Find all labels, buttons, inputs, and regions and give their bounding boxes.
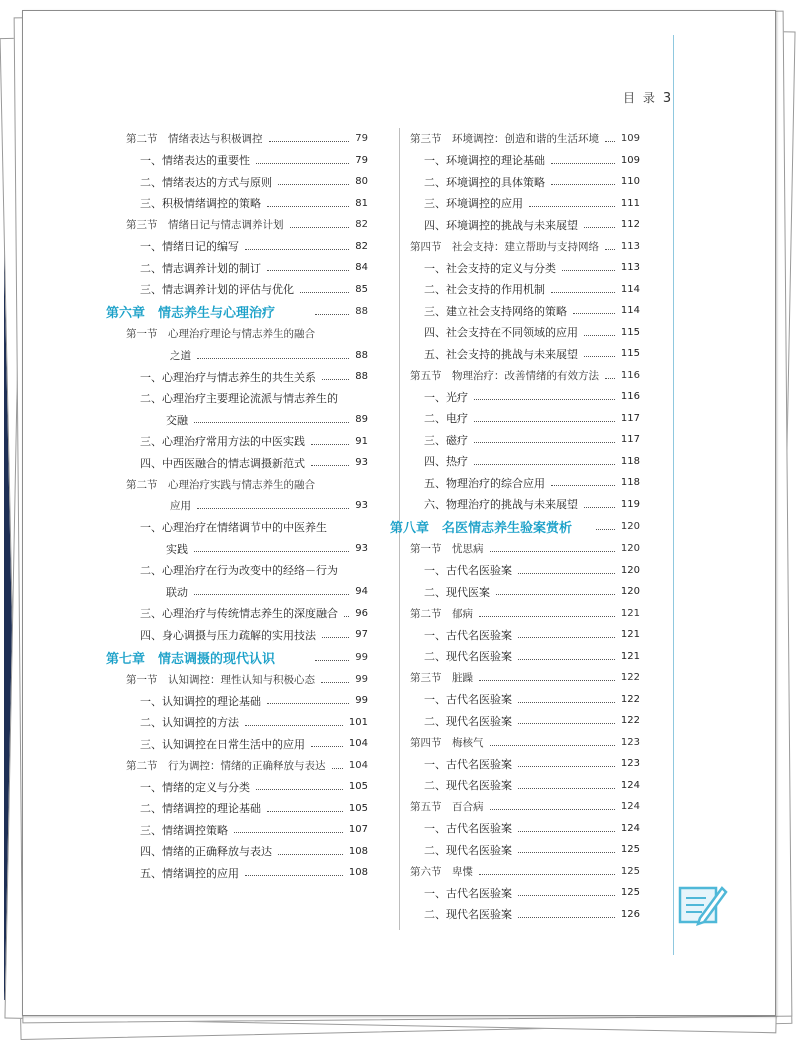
dot-leader (269, 141, 350, 142)
toc-subsection-entry (390, 624, 640, 646)
toc-entry-title: 三、情志调养计划的评估与优化 (140, 283, 294, 297)
toc-subsection-entry (390, 150, 640, 172)
toc-entry-title: 二、心理治疗主要理论流派与情志养生的 (140, 392, 338, 406)
toc-entry-title: 六、物理治疗的挑战与未来展望 (424, 498, 578, 512)
toc-entry-title: 一、古代名医验案 (424, 628, 512, 642)
toc-entry-title: 之道 (170, 349, 191, 362)
toc-page-number: 125 (620, 865, 640, 877)
dot-leader (518, 766, 615, 767)
toc-page-number: 120 (620, 543, 640, 555)
toc-section-entry (106, 669, 368, 691)
toc-page-number: 115 (620, 348, 640, 360)
toc-page-number: 79 (355, 133, 368, 145)
toc-entry-continuation (106, 495, 368, 517)
toc-section-entry (106, 474, 368, 496)
toc-subsection-entry (106, 841, 368, 863)
toc-subsection-entry (106, 712, 368, 734)
dot-leader (194, 551, 349, 552)
toc-subsection-entry (106, 431, 368, 453)
toc-subsection-entry (390, 689, 640, 711)
dot-leader (584, 335, 615, 336)
toc-entry-title: 二、环境调控的具体策略 (424, 175, 545, 189)
toc-page-number: 84 (355, 262, 368, 274)
toc-subsection-entry (106, 798, 368, 820)
dot-leader (194, 422, 349, 423)
toc-section-entry (390, 236, 640, 258)
toc-entry-title: 第一节 心理治疗理论与情志养生的融合 (126, 328, 315, 341)
toc-subsection-entry (106, 193, 368, 215)
toc-entry-title: 五、物理治疗的综合应用 (424, 476, 545, 490)
toc-page-number: 115 (620, 326, 640, 338)
toc-subsection-entry (390, 904, 640, 926)
toc-page-number: 88 (355, 306, 368, 317)
toc-page-number: 107 (348, 824, 368, 836)
dot-leader (194, 594, 349, 595)
toc-entry-title: 联动 (166, 585, 188, 599)
toc-entry-title: 二、情绪表达的方式与原则 (140, 175, 272, 189)
toc-page-number: 121 (620, 650, 640, 662)
dot-leader (474, 421, 615, 422)
dot-leader (518, 895, 615, 896)
toc-entry-title: 三、建立社会支持网络的策略 (424, 304, 567, 318)
toc-page-number: 82 (355, 219, 368, 231)
toc-entry-title: 二、情绪调控的理论基础 (140, 802, 261, 816)
toc-subsection-entry (390, 560, 640, 582)
dot-leader (245, 875, 343, 876)
dot-leader (518, 573, 615, 574)
toc-entry-title: 第五节 百合病 (410, 801, 484, 814)
toc-page-number: 120 (620, 586, 640, 598)
toc-entry-title: 二、心理治疗在行为改变中的经络－行为 (140, 564, 338, 578)
toc-subsection-entry (106, 776, 368, 798)
toc-entry-title: 三、心理治疗常用方法的中医实践 (140, 435, 305, 449)
toc-page-number: 108 (348, 867, 368, 879)
toc-subsection-entry (106, 388, 368, 410)
toc-subsection-entry (390, 451, 640, 473)
toc-right-column (390, 128, 640, 925)
toc-entry-title: 第八章 名医情志养生验案赏析 (390, 521, 573, 536)
toc-section-entry (106, 755, 368, 777)
toc-subsection-entry (106, 819, 368, 841)
toc-subsection-entry (390, 429, 640, 451)
toc-page-number: 116 (620, 369, 640, 381)
toc-page-number: 125 (620, 844, 640, 856)
toc-page-number: 104 (348, 738, 368, 750)
toc-entry-title: 第四节 社会支持：建立帮助与支持网络 (410, 240, 599, 253)
dot-leader (300, 292, 349, 293)
toc-page-number: 120 (620, 521, 641, 532)
toc-page-number: 120 (620, 564, 640, 576)
dot-leader (332, 768, 343, 769)
dot-leader (290, 227, 350, 228)
toc-entry-continuation (106, 538, 368, 560)
toc-entry-title: 实践 (166, 542, 188, 556)
toc-page-number: 117 (620, 412, 640, 424)
toc-subsection-entry (390, 775, 640, 797)
toc-page-number: 91 (355, 435, 368, 447)
dot-leader (474, 442, 615, 443)
toc-entry-title: 四、中西医融合的情志调摄新范式 (140, 456, 305, 470)
dot-leader (245, 725, 343, 726)
toc-page-number: 113 (620, 240, 640, 252)
toc-subsection-entry (390, 646, 640, 668)
toc-subsection-entry (390, 300, 640, 322)
toc-section-entry (106, 214, 368, 236)
notepad-pencil-icon (676, 880, 728, 926)
toc-entry-title: 第六章 情志养生与心理治疗 (106, 306, 276, 321)
toc-subsection-entry (390, 386, 640, 408)
toc-section-entry (390, 796, 640, 818)
dot-leader (474, 399, 615, 400)
toc-page-number: 118 (620, 477, 640, 489)
toc-page-number: 123 (620, 758, 640, 770)
dot-leader (278, 184, 349, 185)
toc-section-entry (390, 667, 640, 689)
dot-leader (197, 358, 349, 359)
dot-leader (322, 637, 349, 638)
toc-subsection-entry (390, 343, 640, 365)
toc-entry-title: 一、环境调控的理论基础 (424, 154, 545, 168)
dot-leader (518, 788, 615, 789)
toc-subsection-entry (106, 171, 368, 193)
toc-subsection-entry (106, 624, 368, 646)
toc-entry-title: 二、现代名医验案 (424, 650, 512, 664)
dot-leader (529, 206, 615, 207)
dot-leader (518, 917, 615, 918)
toc-page-number: 124 (620, 779, 640, 791)
toc-entry-title: 一、古代名医验案 (424, 822, 512, 836)
dot-leader (584, 507, 615, 508)
dot-leader (479, 874, 615, 875)
toc-page-number: 119 (620, 498, 640, 510)
toc-page-number: 118 (620, 455, 640, 467)
toc-page-number: 85 (355, 283, 368, 295)
toc-entry-continuation (106, 409, 368, 431)
dot-leader (562, 270, 615, 271)
toc-subsection-entry (390, 472, 640, 494)
toc-chapter-heading (390, 515, 640, 538)
toc-entry-title: 二、现代名医验案 (424, 908, 512, 922)
toc-page-number: 114 (620, 283, 640, 295)
toc-page-number: 93 (355, 543, 368, 555)
toc-entry-title: 一、情绪表达的重要性 (140, 154, 250, 168)
toc-entry-title: 一、古代名医验案 (424, 693, 512, 707)
toc-entry-continuation (106, 345, 368, 367)
toc-page-number: 109 (620, 133, 640, 145)
toc-entry-title: 三、认知调控在日常生活中的应用 (140, 737, 305, 751)
toc-entry-title: 四、环境调控的挑战与未来展望 (424, 218, 578, 232)
toc-page-number: 101 (348, 716, 368, 728)
page-number: 3 (662, 91, 672, 106)
toc-entry-continuation (106, 581, 368, 603)
dot-leader (479, 616, 615, 617)
toc-subsection-entry (390, 753, 640, 775)
dot-leader (311, 444, 349, 445)
toc-entry-title: 四、情绪的正确释放与表达 (140, 845, 272, 859)
toc-subsection-entry (390, 581, 640, 603)
toc-page-number: 93 (355, 457, 368, 469)
dot-leader (551, 485, 615, 486)
toc-entry-title: 一、古代名医验案 (424, 757, 512, 771)
toc-entry-title: 三、环境调控的应用 (424, 197, 523, 211)
toc-entry-title: 三、情绪调控策略 (140, 823, 228, 837)
dot-leader (267, 811, 343, 812)
toc-page-number: 121 (620, 607, 640, 619)
toc-entry-title: 四、身心调摄与压力疏解的实用技法 (140, 628, 316, 642)
toc-section-entry (106, 128, 368, 150)
dot-leader (551, 163, 615, 164)
toc-page-number: 111 (620, 197, 640, 209)
toc-entry-title: 第七章 情志调摄的现代认识 (106, 651, 276, 667)
toc-subsection-entry (106, 603, 368, 625)
dot-leader (605, 249, 615, 250)
toc-subsection-entry (106, 560, 368, 582)
toc-page-number: 117 (620, 434, 640, 446)
toc-entry-title: 第二节 郁病 (410, 607, 473, 620)
toc-subsection-entry (390, 171, 640, 193)
toc-section-entry (390, 861, 640, 883)
dot-leader (322, 379, 349, 380)
toc-entry-title: 二、现代名医验案 (424, 714, 512, 728)
dot-leader (490, 551, 615, 552)
dot-leader (315, 314, 349, 315)
toc-entry-title: 第二节 行为调控：情绪的正确释放与表达 (126, 759, 326, 772)
toc-page-number: 89 (355, 414, 368, 426)
toc-entry-title: 一、认知调控的理论基础 (140, 694, 261, 708)
toc-entry-title: 二、现代名医验案 (424, 779, 512, 793)
dot-leader (344, 616, 349, 617)
dot-leader (490, 809, 615, 810)
toc-entry-title: 一、古代名医验案 (424, 564, 512, 578)
toc-page-number: 109 (620, 154, 640, 166)
toc-subsection-entry (390, 193, 640, 215)
dot-leader (518, 637, 615, 638)
toc-subsection-entry (390, 257, 640, 279)
toc-entry-title: 第二节 心理治疗实践与情志养生的融合 (126, 478, 315, 491)
toc-entry-title: 第二节 情绪表达与积极调控 (126, 133, 263, 146)
dot-leader (256, 163, 349, 164)
toc-section-entry (390, 732, 640, 754)
toc-entry-title: 五、情绪调控的应用 (140, 866, 239, 880)
dot-leader (267, 270, 349, 271)
toc-entry-title: 二、认知调控的方法 (140, 716, 239, 730)
toc-page-number: 82 (355, 240, 368, 252)
toc-page-number: 116 (620, 391, 640, 403)
toc-chapter-heading (106, 646, 368, 669)
dot-leader (605, 141, 615, 142)
toc-entry-title: 第六节 卑惵 (410, 865, 473, 878)
dot-leader (234, 832, 343, 833)
toc-page-number: 125 (620, 887, 640, 899)
toc-page-number: 123 (620, 736, 640, 748)
toc-subsection-entry (106, 366, 368, 388)
dot-leader (518, 723, 615, 724)
toc-chapter-heading (106, 300, 368, 323)
toc-subsection-entry (106, 257, 368, 279)
toc-page-number: 93 (355, 500, 368, 512)
toc-entry-title: 第一节 忧思病 (410, 543, 484, 556)
toc-entry-title: 三、心理治疗与传统情志养生的深度融合 (140, 607, 338, 621)
toc-entry-title: 第五节 物理治疗：改善情绪的有效方法 (410, 369, 599, 382)
toc-page-number: 88 (355, 371, 368, 383)
dot-leader (278, 854, 343, 855)
toc-page-number: 80 (355, 176, 368, 188)
toc-page-number: 124 (620, 822, 640, 834)
toc-subsection-entry (106, 150, 368, 172)
toc-subsection-entry (390, 408, 640, 430)
toc-entry-title: 一、心理治疗在情绪调节中的中医养生 (140, 521, 327, 535)
dot-leader (267, 206, 349, 207)
toc-subsection-entry (390, 839, 640, 861)
toc-entry-title: 三、积极情绪调控的策略 (140, 197, 261, 211)
dot-leader (584, 227, 615, 228)
toc-subsection-entry (106, 452, 368, 474)
toc-entry-title: 一、心理治疗与情志养生的共生关系 (140, 370, 316, 384)
toc-subsection-entry (106, 236, 368, 258)
dot-leader (551, 292, 615, 293)
toc-entry-title: 第三节 环境调控：创造和谐的生活环境 (410, 133, 599, 146)
dot-leader (518, 659, 615, 660)
toc-section-entry (390, 538, 640, 560)
dot-leader (311, 465, 349, 466)
dot-leader (551, 184, 615, 185)
toc-page-number: 99 (355, 651, 368, 663)
toc-page-number: 79 (355, 154, 368, 166)
toc-section-entry (106, 323, 368, 345)
toc-entry-title: 第一节 认知调控：理性认知与积极心态 (126, 673, 315, 686)
toc-entry-title: 一、情绪的定义与分类 (140, 780, 250, 794)
toc-subsection-entry (106, 733, 368, 755)
toc-entry-title: 二、情志调养计划的制订 (140, 261, 261, 275)
dot-leader (605, 378, 615, 379)
toc-page-number: 112 (620, 219, 640, 231)
dot-leader (256, 789, 343, 790)
toc-entry-title: 第四节 梅核气 (410, 736, 484, 749)
dot-leader (518, 702, 615, 703)
toc-entry-title: 四、社会支持在不同领域的应用 (424, 326, 578, 340)
dot-leader (496, 594, 615, 595)
toc-page-number: 88 (355, 349, 368, 361)
toc-entry-title: 应用 (170, 500, 191, 513)
toc-page-number: 99 (355, 673, 368, 685)
toc-page-number: 122 (620, 693, 640, 705)
toc-entry-title: 第三节 脏躁 (410, 672, 473, 685)
toc-page-number: 105 (348, 802, 368, 814)
toc-page-number: 81 (355, 197, 368, 209)
toc-entry-title: 第三节 情绪日记与情志调养计划 (126, 219, 284, 232)
toc-subsection-entry (390, 279, 640, 301)
toc-entry-title: 一、光疗 (424, 390, 468, 404)
toc-section-entry (390, 128, 640, 150)
toc-page-number: 96 (355, 607, 368, 619)
toc-page-number: 114 (620, 305, 640, 317)
toc-left-column (106, 128, 368, 884)
toc-section-entry (390, 603, 640, 625)
toc-subsection-entry (106, 862, 368, 884)
running-header (623, 89, 671, 106)
dot-leader (474, 464, 615, 465)
toc-subsection-entry (390, 710, 640, 732)
toc-subsection-entry (390, 214, 640, 236)
toc-page-number: 104 (348, 759, 368, 771)
toc-subsection-entry (390, 322, 640, 344)
toc-entry-title: 交融 (166, 413, 188, 427)
header-title: 目 录 (623, 91, 657, 105)
toc-entry-title: 二、社会支持的作用机制 (424, 283, 545, 297)
toc-page-number: 124 (620, 801, 640, 813)
toc-subsection-entry (106, 690, 368, 712)
dot-leader (197, 508, 349, 509)
dot-leader (584, 356, 615, 357)
dot-leader (315, 660, 349, 661)
dot-leader (267, 703, 349, 704)
toc-entry-title: 五、社会支持的挑战与未来展望 (424, 347, 578, 361)
toc-subsection-entry (390, 882, 640, 904)
toc-page-number: 121 (620, 629, 640, 641)
dot-leader (311, 746, 343, 747)
toc-subsection-entry (106, 517, 368, 539)
toc-entry-title: 一、古代名医验案 (424, 886, 512, 900)
toc-page-number: 108 (348, 845, 368, 857)
margin-rule (673, 35, 674, 955)
dot-leader (518, 852, 615, 853)
toc-page-number: 105 (348, 781, 368, 793)
dot-leader (245, 249, 349, 250)
toc-page-number: 122 (620, 715, 640, 727)
toc-entry-title: 二、现代名医验案 (424, 843, 512, 857)
toc-page-number: 113 (620, 262, 640, 274)
toc-entry-title: 一、情绪日记的编写 (140, 240, 239, 254)
toc-page-number: 126 (620, 908, 640, 920)
dot-leader (479, 680, 615, 681)
dot-leader (573, 313, 615, 314)
toc-entry-title: 三、磁疗 (424, 433, 468, 447)
toc-subsection-entry (390, 494, 640, 516)
toc-page-number: 94 (355, 586, 368, 598)
dot-leader (321, 682, 349, 683)
toc-subsection-entry (106, 279, 368, 301)
toc-entry-title: 四、热疗 (424, 455, 468, 469)
toc-entry-title: 二、现代医案 (424, 585, 490, 599)
toc-page-number: 122 (620, 672, 640, 684)
toc-subsection-entry (390, 818, 640, 840)
dot-leader (596, 529, 614, 530)
toc-entry-title: 二、电疗 (424, 412, 468, 426)
toc-entry-title: 一、社会支持的定义与分类 (424, 261, 556, 275)
dot-leader (490, 745, 615, 746)
dot-leader (518, 831, 615, 832)
toc-page-number: 110 (620, 176, 640, 188)
toc-section-entry (390, 365, 640, 387)
toc-page-number: 97 (355, 629, 368, 641)
toc-page-number: 99 (355, 695, 368, 707)
